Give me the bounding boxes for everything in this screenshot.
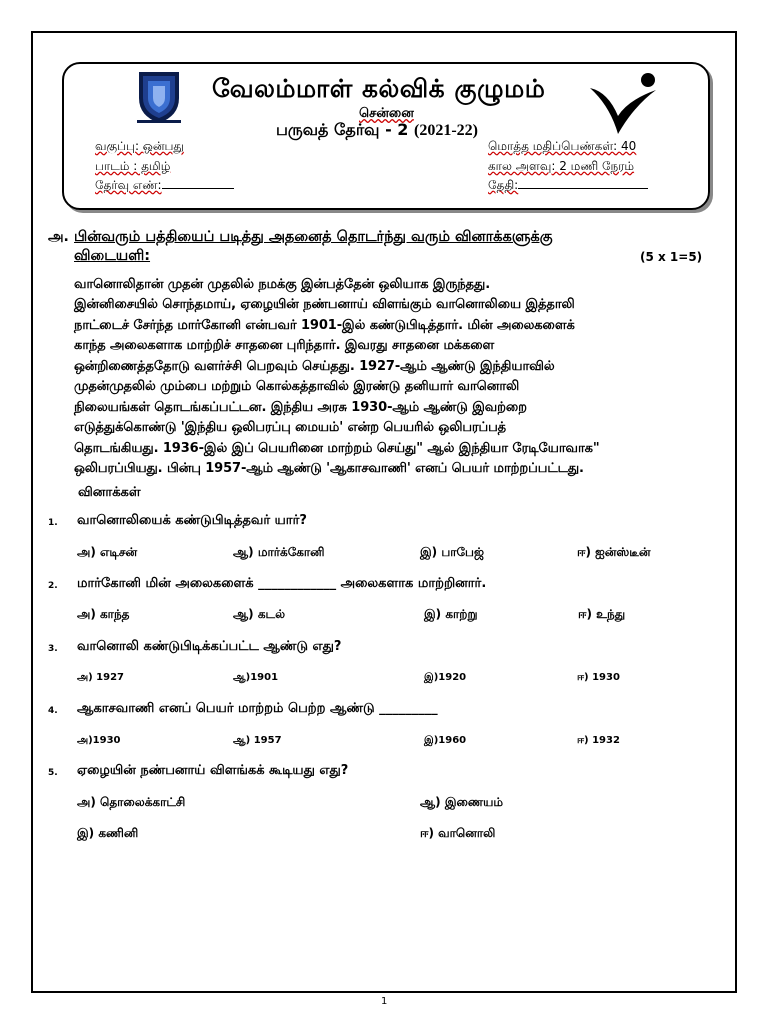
section-instruction: பின்வரும் பத்தியைப் படித்து அதனைத் தொடர்ந்து வரும் வினாக்களுக்கு [74,229,553,245]
option-c: இ) கணினி [77,826,139,840]
roll-number-label: தேர்வு எண்: [95,178,162,192]
question-number: 2. [48,581,58,591]
passage-line: ஒன்றிணைத்ததோடு வளர்ச்சி பெறவும் செய்தது. 1927-ஆம் ஆண்டு இந்தியாவில் [74,359,555,374]
question-text: மார்கோனி மின் அலைகளைக் ____________ அலைகளாக மாற்றினார். [77,576,487,591]
school-crest-icon [133,68,185,126]
question-number: 1. [48,518,58,528]
date-label: தேதி: [488,178,519,192]
option-d: ஈ) உந்து [578,607,626,621]
passage-line: காந்த அலைகளாக மாற்றிச் சாதனை புரிந்தார். இவரது சாதனை மக்களை [74,338,495,353]
question-text: ஏழையின் நண்பனாய் விளங்கக் கூடியது எது? [77,763,349,778]
option-c: இ)1920 [424,672,467,683]
question-number: 3. [48,644,58,654]
roll-number-blank [162,178,234,189]
option-a: அ) தொலைக்காட்சி [77,795,186,809]
school-logo-icon [588,72,666,142]
roll-number-field [95,178,234,194]
option-a: அ) எடிசன் [77,545,138,559]
passage-line: ஒலிபரப்பியது. பின்பு 1957-ஆம் ஆண்டு 'ஆகாசவாணி' எனப் பெயர் மாற்றப்பட்டது. [74,461,584,476]
page-number: 1 [381,996,388,1007]
option-a: அ)1930 [77,735,121,746]
option-a: அ) காந்த [77,607,130,621]
questions-heading: வினாக்கள் [78,485,141,500]
exam-name: பருவத் தேர்வு - 2 [276,120,409,139]
option-b: ஆ) 1957 [233,735,282,746]
subject-label: பாடம் : தமிழ் [95,159,171,173]
passage-line: முதன்முதலில் மும்பை மற்றும் கொல்கத்தாவில் இரண்டு தனியார் வானொலி [74,379,520,394]
duration-label: கால அளவு: 2 மணி நேரம் [488,159,635,173]
option-c: இ)1960 [424,735,467,746]
option-a: அ) 1927 [77,672,124,683]
passage-line: நிலையங்கள் தொடங்கப்பட்டன. இந்திய அரசு 1930-ஆம் ஆண்டு இவற்றை [74,400,527,415]
passage-line: எடுத்துக்கொண்டு 'இந்திய ஒலிபரப்பு மையம்' என்ற பெயரில் ஒலிபரப்பத் [74,420,507,435]
option-c: இ) காற்று [424,607,478,621]
question-number: 5. [48,768,58,778]
option-c: இ) பாபேஜ் [420,545,484,559]
date-blank [518,178,648,189]
option-d: ஈ) 1930 [577,672,620,683]
option-b: ஆ) கடல் [233,607,286,621]
passage-line: தொடங்கியது. 1936-இல் இப் பெயரினை மாற்றம் செய்து" ஆல் இந்தியா ரேடியோவாக" [74,441,600,456]
option-d: ஈ) ஐன்ஸ்டீன் [577,545,651,559]
question-text: ஆகாசவாணி எனப் பெயர் மாற்றம் பெற்ற ஆண்டு _________ [77,701,438,716]
option-b: ஆ) மார்க்கோனி [233,545,325,559]
total-marks-label: மொத்த மதிப்பெண்கள்: 40 [488,139,637,153]
option-b: ஆ) இணையம் [420,795,504,809]
passage-line: இன்னிசையில் சொந்தமாய், ஏழையின் நண்பனாய் விளங்கும் வானொலியை இத்தாலி [74,297,575,312]
option-b: ஆ)1901 [233,672,279,683]
question-text: வானொலியைக் கண்டுபிடித்தவர் யார்? [77,513,307,528]
city-name: சென்னை [359,106,414,121]
question-text: வானொலி கண்டுபிடிக்கப்பட்ட ஆண்டு எது? [77,639,342,654]
section-prefix: அ. [48,229,69,245]
date-field [488,178,648,194]
option-d: ஈ) 1932 [577,735,620,746]
question-number: 4. [48,706,58,716]
passage-line: வானொலிதான் முதன் முதலில் நமக்கு இன்பத்தேன் ஒலியாக இருந்தது. [74,277,491,292]
exam-title [276,120,478,141]
section-marks: (5 x 1=5) [640,250,703,264]
school-name: வேலம்மாள் கல்விக் குழுமம் [212,74,546,103]
section-instruction-continued: விடையளி: [74,248,151,264]
passage-line: நாட்டைச் சேர்ந்த மார்கோனி என்பவர் 1901-இல் கண்டுபிடித்தார். மின் அலைகளைக் [74,318,575,333]
class-label: வகுப்பு: ஒன்பது [95,139,184,153]
exam-year: (2021-22) [413,122,478,139]
option-d: ஈ) வானொலி [420,826,496,840]
